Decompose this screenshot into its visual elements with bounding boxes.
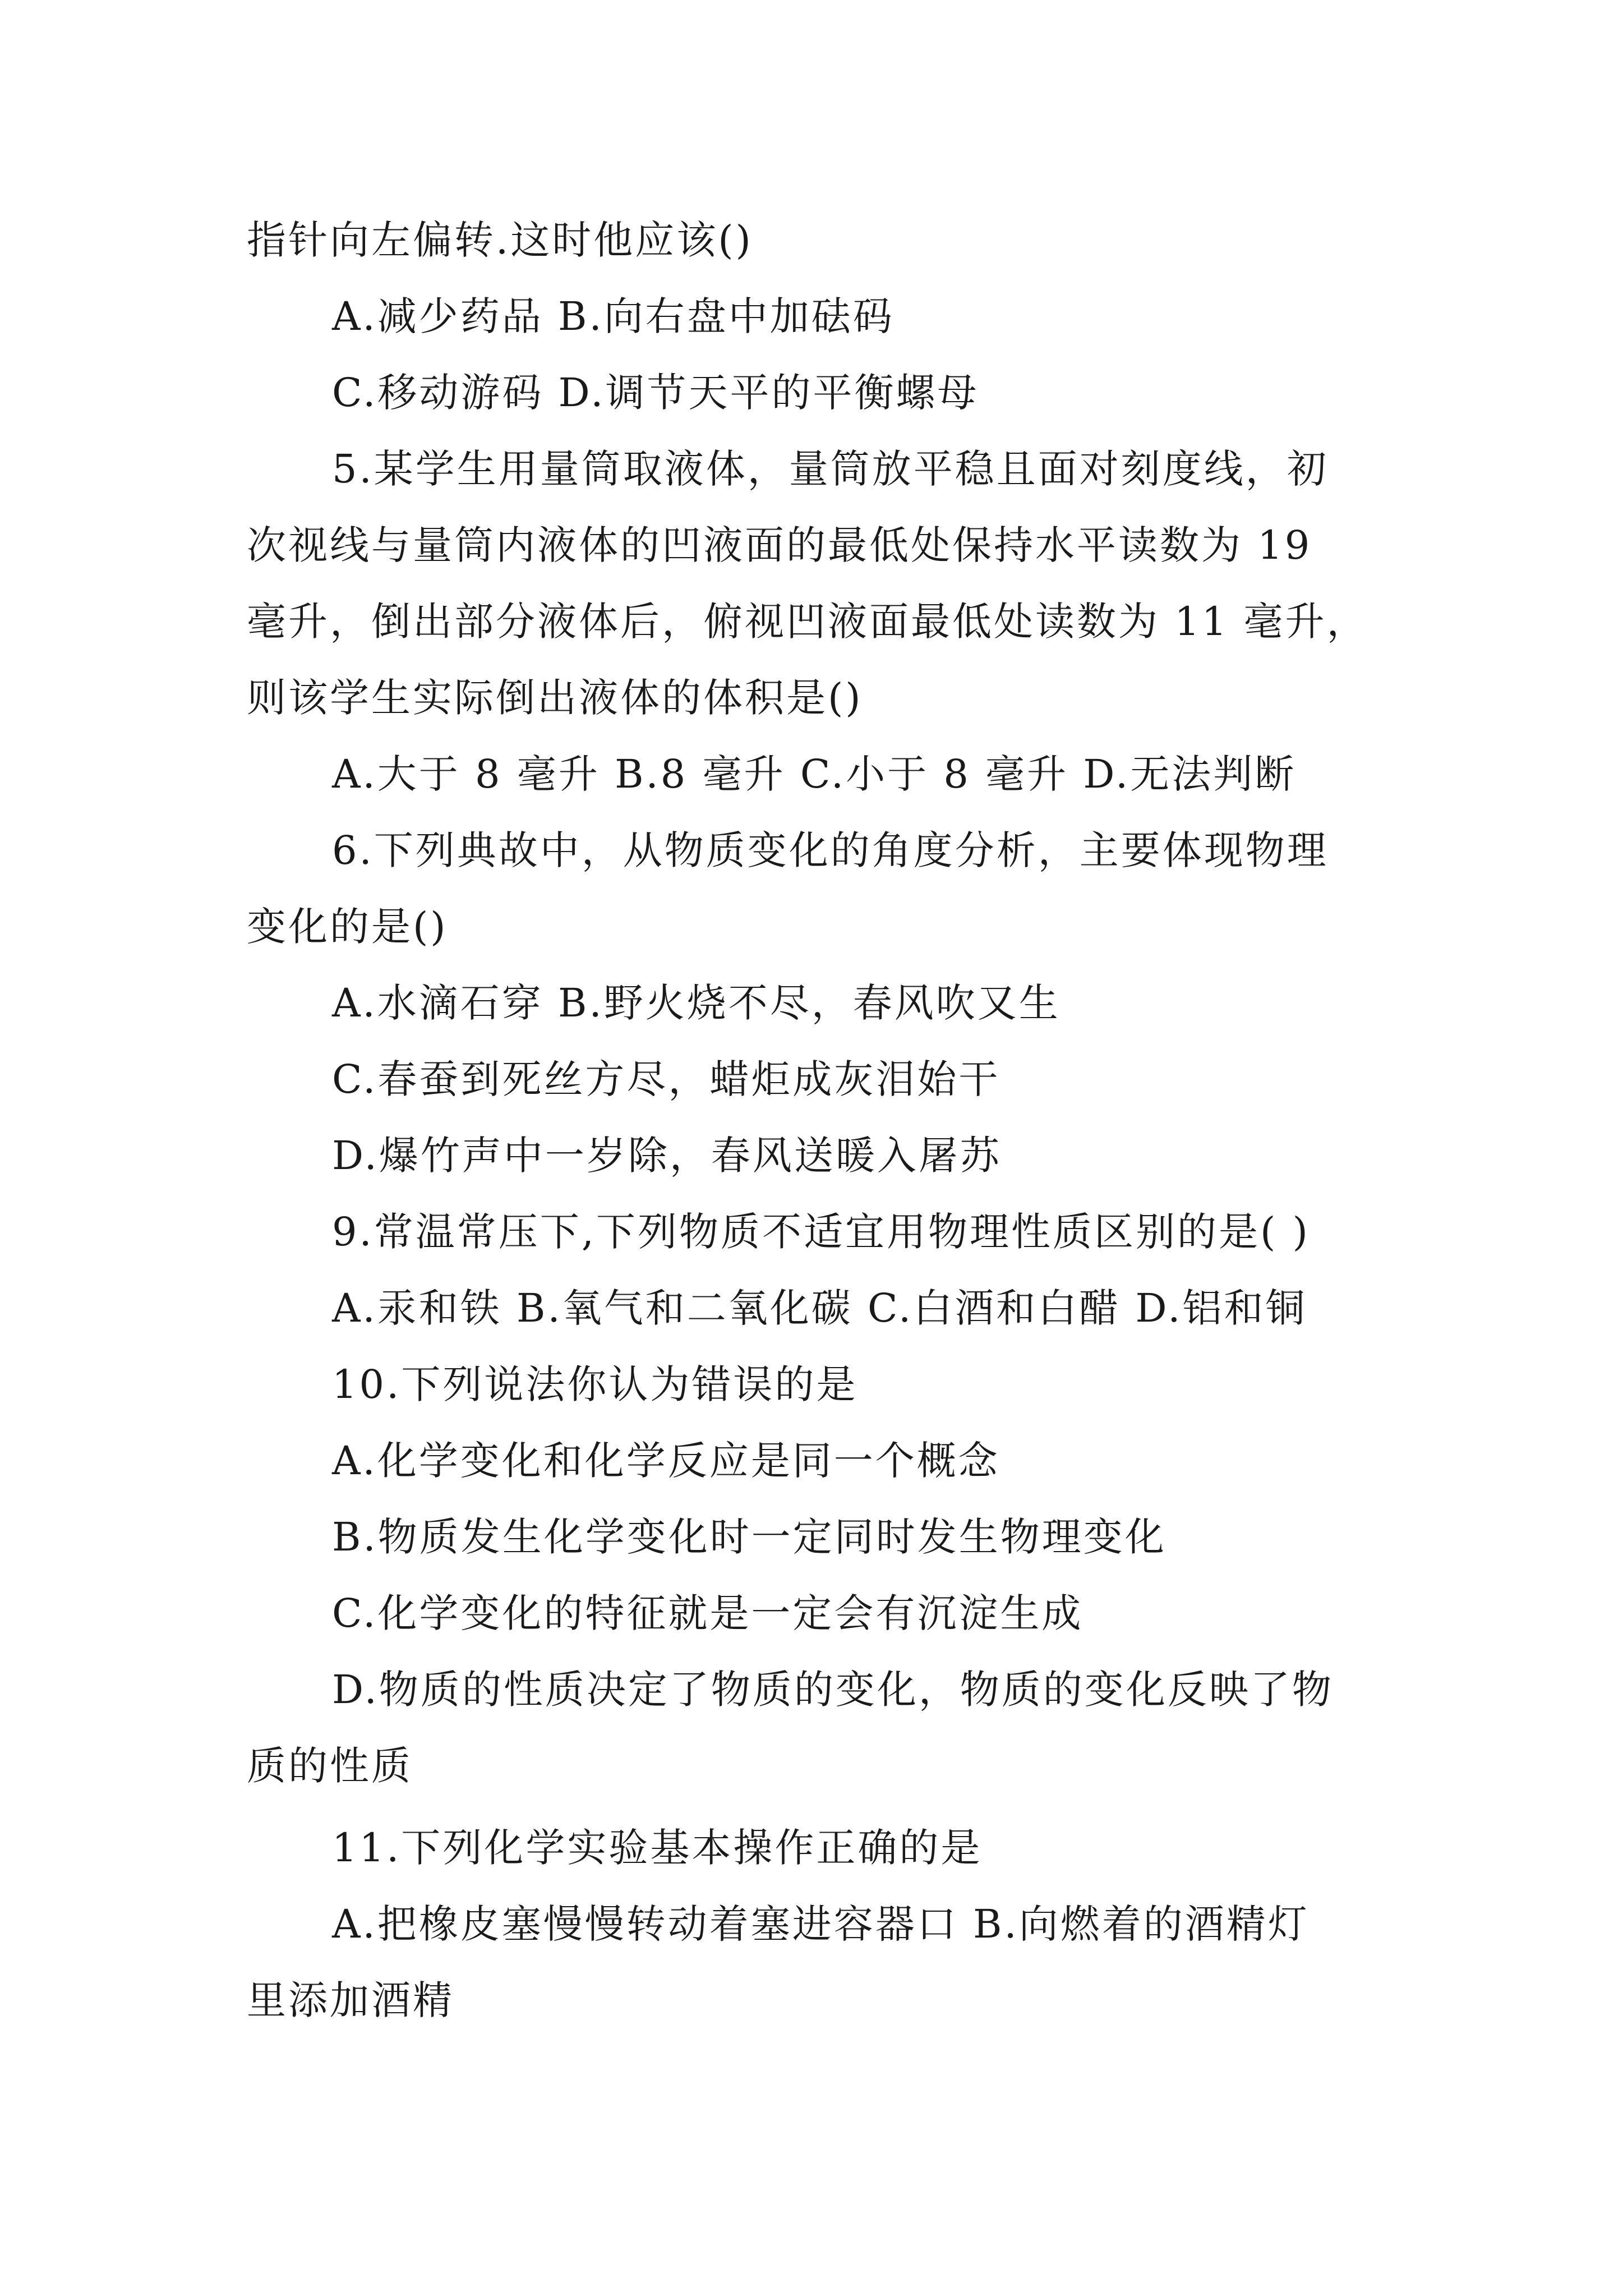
question-5: 5.某学生用量筒取液体，量筒放平稳且面对刻度线，初: [332, 446, 1329, 492]
option-line: A.水滴石穿 B.野火烧不尽，春风吹又生: [332, 980, 1061, 1026]
option-line: A.汞和铁 B.氧气和二氧化碳 C.白酒和白醋 D.铝和铜: [332, 1285, 1307, 1331]
option-line: D.物质的性质决定了物质的变化，物质的变化反映了物: [332, 1667, 1334, 1713]
text-line: 里添加酒精: [247, 1977, 454, 2023]
question-10: 10.下列说法你认为错误的是: [332, 1361, 858, 1407]
option-line: D.爆竹声中一岁除，春风送暖入屠苏: [332, 1133, 1002, 1179]
text-line: 则该学生实际倒出液体的体积是(): [247, 675, 863, 721]
question-6: 6.下列典故中，从物质变化的角度分析，主要体现物理: [332, 827, 1329, 873]
option-line: C.化学变化的特征就是一定会有沉淀生成: [332, 1590, 1083, 1636]
option-line: C.移动游码 D.调节天平的平衡螺母: [332, 370, 979, 416]
text-line: 质的性质: [247, 1743, 413, 1789]
question-11: 11.下列化学实验基本操作正确的是: [332, 1825, 983, 1871]
option-line: A.化学变化和化学反应是同一个概念: [332, 1438, 1000, 1484]
option-line: A.减少药品 B.向右盘中加砝码: [332, 293, 895, 339]
option-line: C.春蚕到死丝方尽，蜡炬成灰泪始干: [332, 1056, 1000, 1102]
question-9: 9.常温常压下,下列物质不适宜用物理性质区别的是( ): [332, 1209, 1310, 1255]
text-line: 指针向左偏转.这时他应该(): [247, 217, 753, 263]
text-line: 次视线与量筒内液体的凹液面的最低处保持水平读数为 19: [247, 522, 1312, 568]
option-line: B.物质发生化学变化时一定同时发生物理变化: [332, 1514, 1166, 1560]
document-body: [247, 202, 1402, 2039]
option-line: A.大于 8 毫升 B.8 毫升 C.小于 8 毫升 D.无法判断: [332, 751, 1297, 797]
option-line: A.把橡皮塞慢慢转动着塞进容器口 B.向燃着的酒精灯: [332, 1901, 1310, 1947]
text-line: 毫升，倒出部分液体后，俯视凹液面最低处读数为 11 毫升，: [247, 599, 1368, 645]
text-line: 变化的是(): [247, 904, 448, 950]
